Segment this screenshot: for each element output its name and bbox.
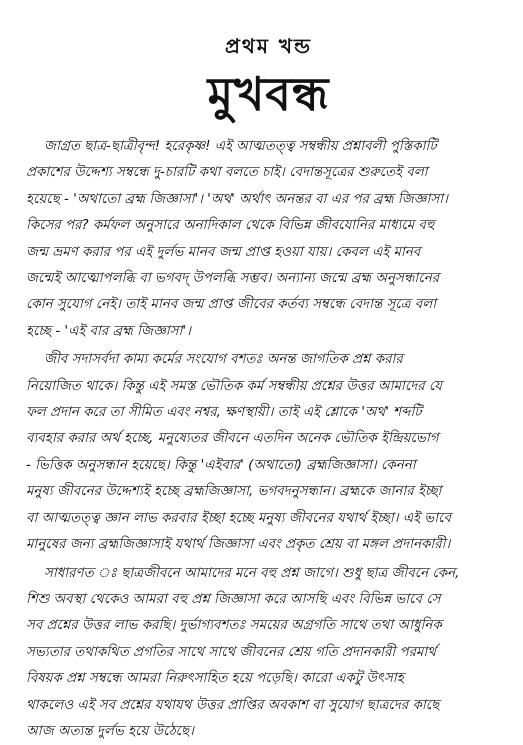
text-line: জন্মেই আত্মোপলব্ধি বা ভগবদ্ উপলব্ধি সম্ভব। অন্যান্য জন্মে ব্রহ্ম অনুসন্ধানের	[26, 266, 511, 292]
text-line: মানুষের জন্য ব্রহ্মজিজ্ঞাসাই যথার্থ জিজ্ঞাসা এবং প্রকৃত শ্রেয় বা মঙ্গল প্রদানকারী।	[26, 532, 511, 558]
text-line: জীব সদাসর্বদা কাম্য কর্মের সংযোগ বশতঃ অনন্ত জাগতিক প্রশ্ন করার	[26, 347, 511, 373]
text-line: সাধারণত ঃ ছাত্রজীবনে আমাদের মনে বহু প্রশ্ন জাগে। শুধু ছাত্র জীবনে কেন,	[26, 561, 511, 587]
part-label: প্রথম খন্ড	[26, 0, 511, 64]
paragraph-2	[26, 347, 511, 558]
text-line: বিষয়ক প্রশ্ন সম্বন্ধে আমরা নিরুৎসাহিত হয়ে পড়েছি। কারো একটু উৎসাহ	[26, 666, 511, 692]
text-line: কিসের পর? কর্মফল অনুসারে অনাদিকাল থেকে বিভিন্ন জীবযোনির মাধ্যমে বহু	[26, 213, 511, 239]
text-line: সভ্যতার তথাকথিত প্রগতির সাথে সাথে জীবনের শ্রেয় গতি প্রদানকারী পরমার্থ	[26, 640, 511, 666]
text-line: হচ্ছে - 'এই বার ব্রহ্ম জিজ্ঞাসা'।	[26, 319, 511, 345]
text-line: কোন সুযোগ নেই। তাই মানব জন্ম প্রাপ্ত জীবের কর্তব্য সম্বন্ধে বেদান্ত সূত্রে বলা	[26, 292, 511, 318]
text-line: থাকলেও এই সব প্রশ্নের যথাযথ উত্তর প্রাপ্তির অবকাশ বা সুযোগ ছাত্রদের কাছে	[26, 693, 511, 719]
text-line: প্রকাশের উদ্দেশ্য সম্বন্ধে দু-চারটি কথা বলতে চাই। বেদান্তসূত্রের শুরুতেই বলা	[26, 160, 511, 186]
text-line: ব্যবহার করার অর্থ হচ্ছে, মনুষ্যেতর জীবনে এতদিন অনেক ভৌতিক ইন্দ্রিয়ভোগ	[26, 426, 511, 452]
text-line: শিশু অবস্থা থেকেও আমরা বহু প্রশ্ন জিজ্ঞাসা করে আসছি এবং বিভিন্ন ভাবে সে	[26, 587, 511, 613]
text-line: জাগ্রত ছাত্র-ছাত্রীবৃন্দ! হরেকৃষ্ণ! এই আত্মতত্ত্ব সম্বন্ধীয় প্রশ্নাবলী পুস্তিকাটি	[26, 134, 511, 160]
text-line: হয়েছে - 'অথাতো ব্রহ্ম জিজ্ঞাসা'। 'অথ' অর্থাৎ অনন্তর বা এর পর ব্রহ্ম জিজ্ঞাসা।	[26, 187, 511, 213]
text-line: বা আত্মতত্ত্ব জ্ঞান লাভ করবার ইচ্ছা হচ্ছে মনুষ্য জীবনের যথার্থ ইচ্ছা। এই ভাবে	[26, 506, 511, 532]
text-line: মনুষ্য জীবনের উদ্দেশ্যই হচ্ছে ব্রহ্মজিজ্ঞাসা, ভগবদনুসন্ধান। ব্রহ্মকে জানার ইচ্ছা	[26, 479, 511, 505]
text-line: জন্ম ভ্রমণ করার পর এই দুর্লভ মানব জন্ম প্রাপ্ত হওয়া যায়। কেবল এই মানব	[26, 240, 511, 266]
paragraph-1	[26, 134, 511, 345]
text-line: নিয়োজিত থাকে। কিন্তু এই সমস্ত ভৌতিক কর্ম সম্বন্ধীয় প্রশ্নের উত্তর আমাদের যে	[26, 374, 511, 400]
text-line: সব প্রশ্নের উত্তর লাভ করছি। দুর্ভাগ্যবশতঃ সময়ের অগ্রগতি সাথে তথা আধুনিক	[26, 613, 511, 639]
paragraph-3	[26, 561, 511, 745]
text-line: - ভিত্তিক অনুসন্ধান হয়েছে। কিন্তু 'এইবার' (অথাতো) ব্রহ্মজিজ্ঞাসা। কেননা	[26, 453, 511, 479]
text-line: আজ অত্যন্ত দুর্লভ হয়ে উঠেছে।	[26, 719, 511, 745]
text-line: ফল প্রদান করে তা সীমিত এবং নশ্বর, ক্ষণস্থায়ী। তাই এই শ্লোকে 'অথ' শব্দটি	[26, 400, 511, 426]
chapter-title: মুখবন্ধ	[26, 68, 511, 120]
